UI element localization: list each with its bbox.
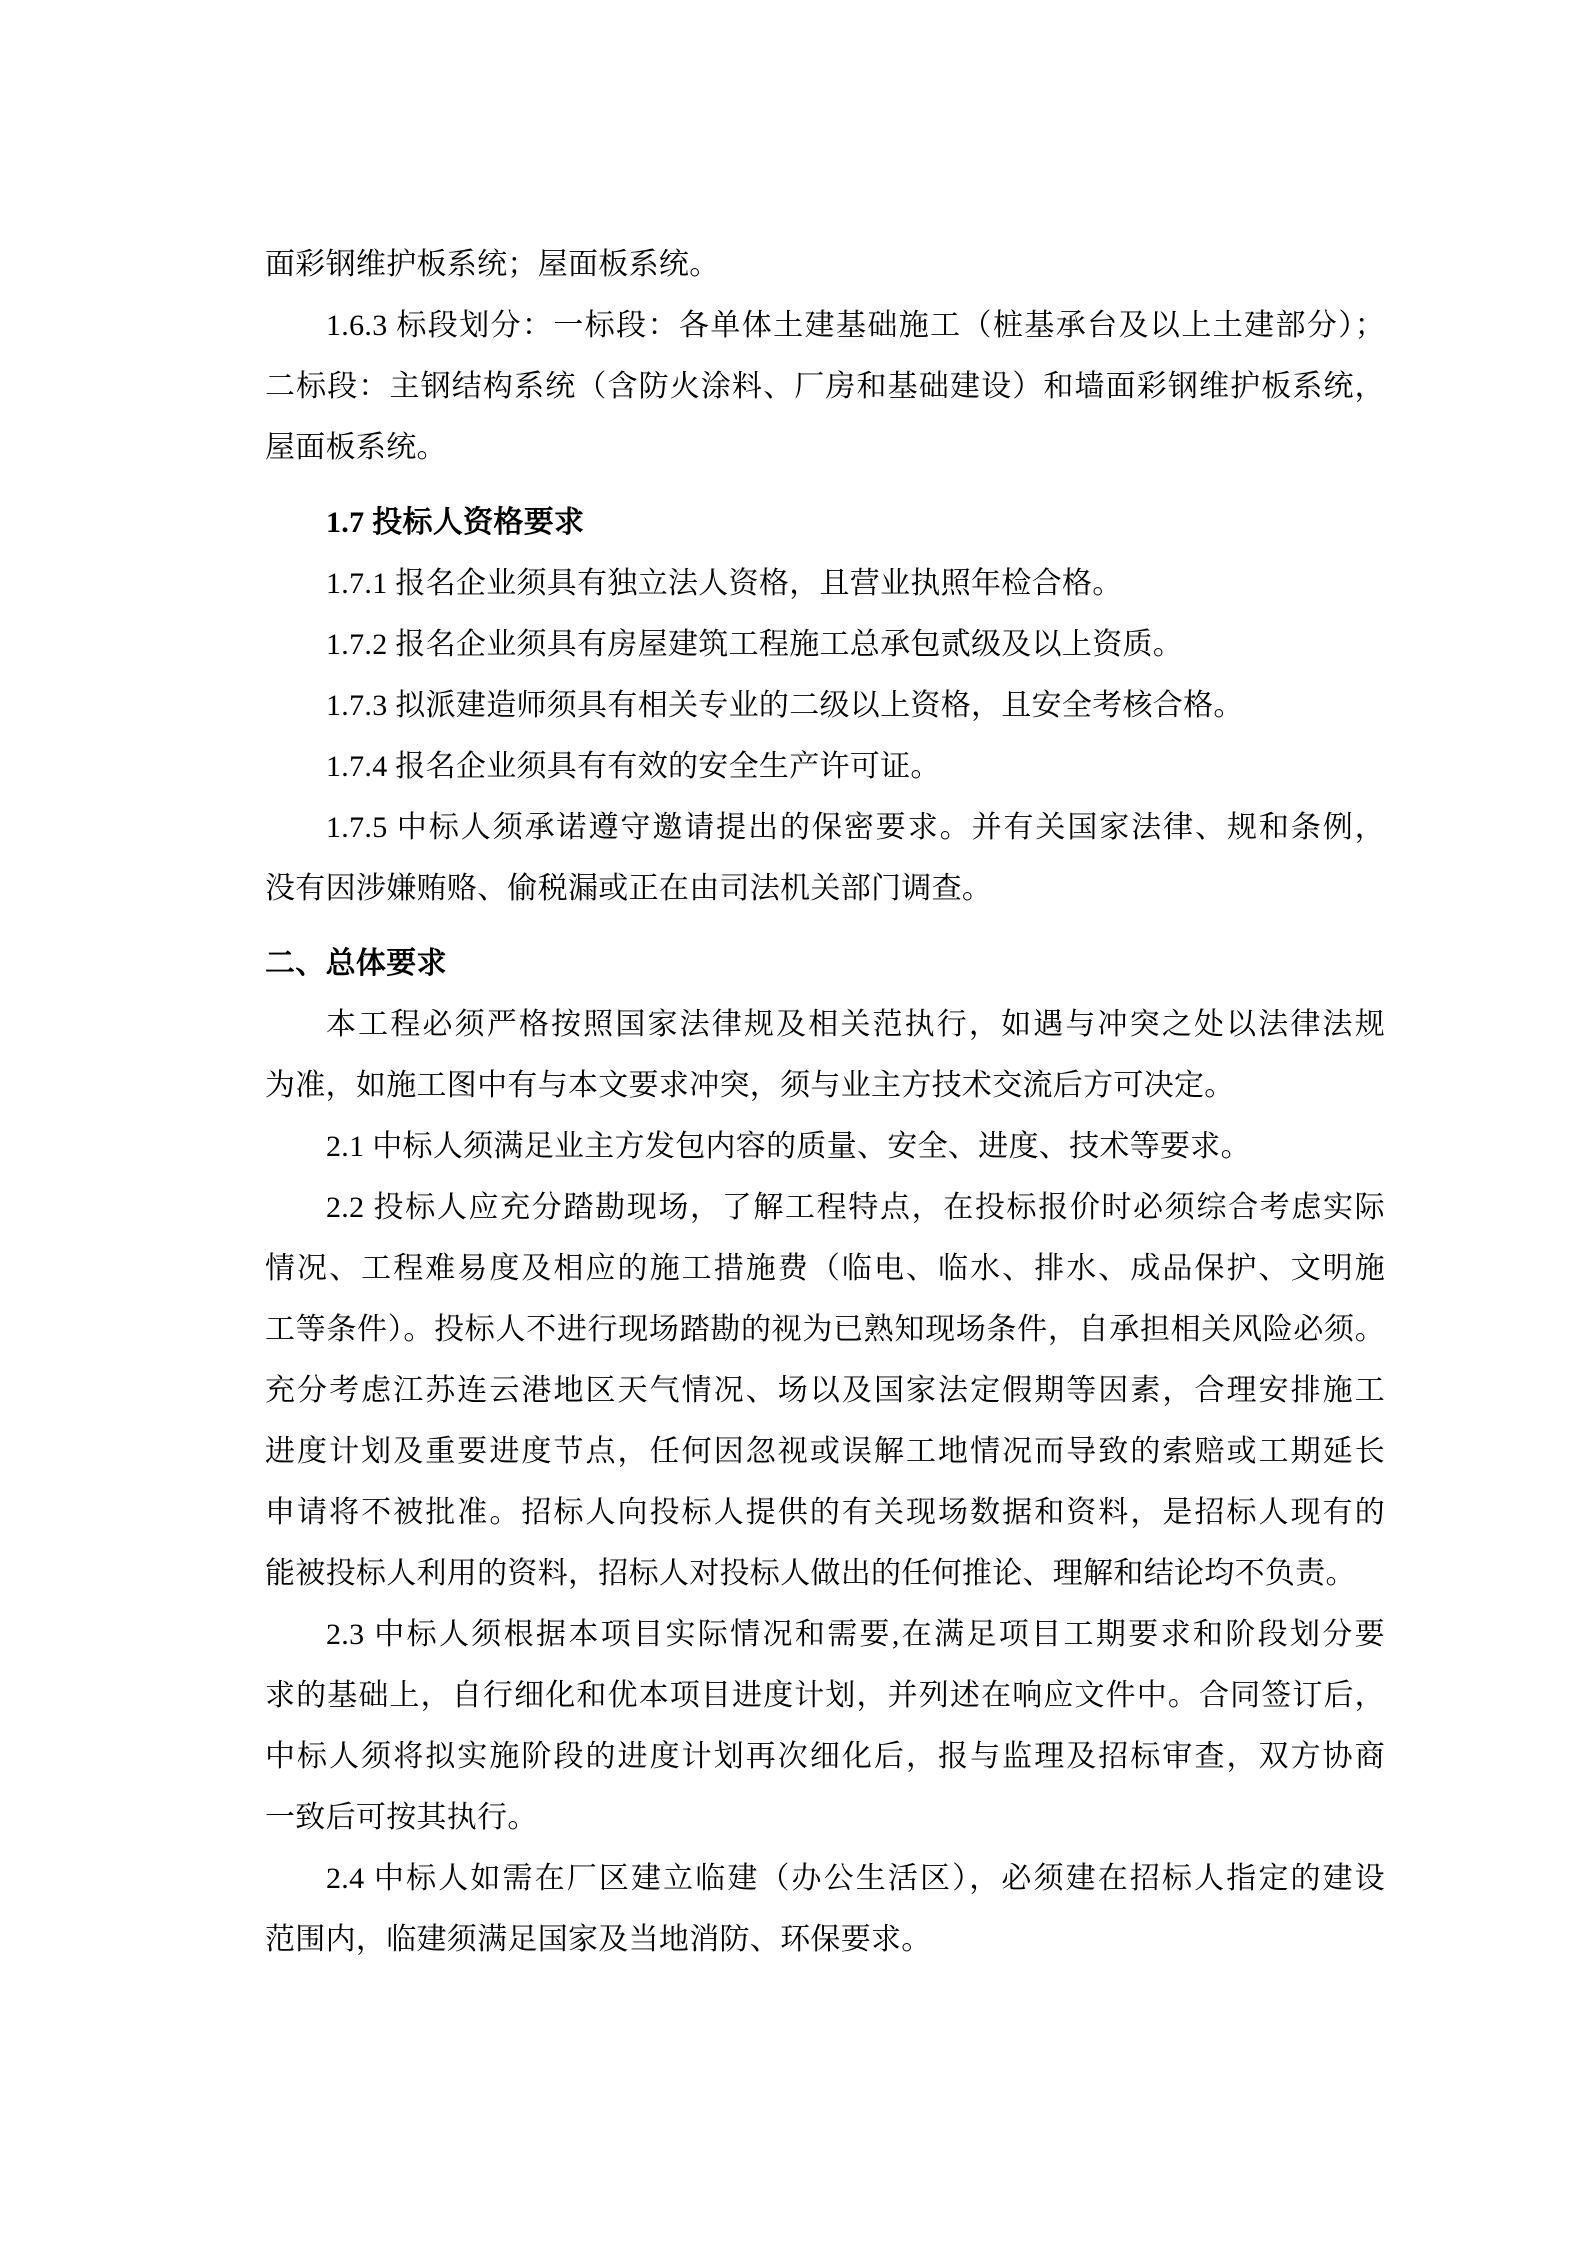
text-line: 屋面板系统。 [265,431,447,464]
body-paragraph [265,234,1385,295]
section-heading [265,933,1385,994]
text-line: 能被投标人利用的资料，招标人对投标人做出的任何推论、理解和结论均不负责。 [265,1557,1356,1590]
text-line: 二、总体要求 [265,947,447,980]
text-line: 2.3 中标人须根据本项目实际情况和需要,在满足项目工期要求和阶段划分要 [326,1618,1385,1651]
text-line: 1.7.3 拟派建造师须具有相关专业的二级以上资格，且安全考核合格。 [326,689,1244,722]
text-line: 1.7.4 报名企业须具有有效的安全生产许可证。 [326,750,941,783]
text-line: 2.2 投标人应充分踏勘现场，了解工程特点，在投标报价时必须综合考虑实际 [326,1191,1385,1224]
text-line: 没有因涉嫌贿赂、偷税漏或正在由司法机关部门调查。 [265,872,993,905]
body-paragraph [265,1848,1385,1970]
text-line: 本工程必须严格按照国家法律规及相关范执行，如遇与冲突之处以法律法规 [326,1008,1385,1041]
text-line: 二标段：主钢结构系统（含防火涂料、厂房和基础建设）和墙面彩钢维护板系统， [265,370,1385,403]
text-line: 进度计划及重要进度节点，任何因忽视或误解工地情况而导致的索赔或工期延长 [265,1435,1385,1468]
text-line: 申请将不被批准。招标人向投标人提供的有关现场数据和资料，是招标人现有的 [265,1496,1385,1529]
text-line: 中标人须将拟实施阶段的进度计划再次细化后，报与监理及招标审查，双方协商 [265,1740,1385,1773]
text-line: 求的基础上，自行细化和优本项目进度计划，并列述在响应文件中。合同签订后， [265,1679,1385,1712]
body-paragraph [265,797,1385,919]
text-line: 范围内，临建须满足国家及当地消防、环保要求。 [265,1923,932,1956]
text-line: 1.7 投标人资格要求 [326,506,585,539]
body-paragraph [265,614,1385,675]
text-line: 一致后可按其执行。 [265,1801,538,1834]
body-paragraph [265,994,1385,1116]
page-body [265,234,1385,1970]
body-paragraph [265,1116,1385,1177]
body-paragraph [265,1177,1385,1604]
body-paragraph [265,553,1385,614]
text-line: 为准，如施工图中有与本文要求冲突，须与业主方技术交流后方可决定。 [265,1069,1235,1102]
text-line: 工等条件）。投标人不进行现场踏勘的视为已熟知现场条件，自承担相关风险必须。 [265,1313,1385,1346]
text-line: 2.1 中标人须满足业主方发包内容的质量、安全、进度、技术等要求。 [326,1130,1251,1163]
body-paragraph [265,736,1385,797]
text-line: 面彩钢维护板系统；屋面板系统。 [265,248,720,281]
text-line: 2.4 中标人如需在厂区建立临建（办公生活区），必须建在招标人指定的建设 [326,1862,1385,1895]
text-line: 充分考虑江苏连云港地区天气情况、场以及国家法定假期等因素，合理安排施工 [265,1374,1385,1407]
text-line: 1.7.2 报名企业须具有房屋建筑工程施工总承包贰级及以上资质。 [326,628,1184,661]
text-line: 情况、工程难易度及相应的施工措施费（临电、临水、排水、成品保护、文明施 [265,1252,1385,1285]
text-line: 1.7.5 中标人须承诺遵守邀请提出的保密要求。并有关国家法律、规和条例， [326,811,1385,844]
text-line: 1.6.3 标段划分：一标段：各单体土建基础施工（桩基承台及以上土建部分）； [326,309,1385,342]
section-heading [265,492,1385,553]
text-line: 1.7.1 报名企业须具有独立法人资格，且营业执照年检合格。 [326,567,1123,600]
body-paragraph [265,675,1385,736]
body-paragraph [265,295,1385,478]
body-paragraph [265,1604,1385,1848]
